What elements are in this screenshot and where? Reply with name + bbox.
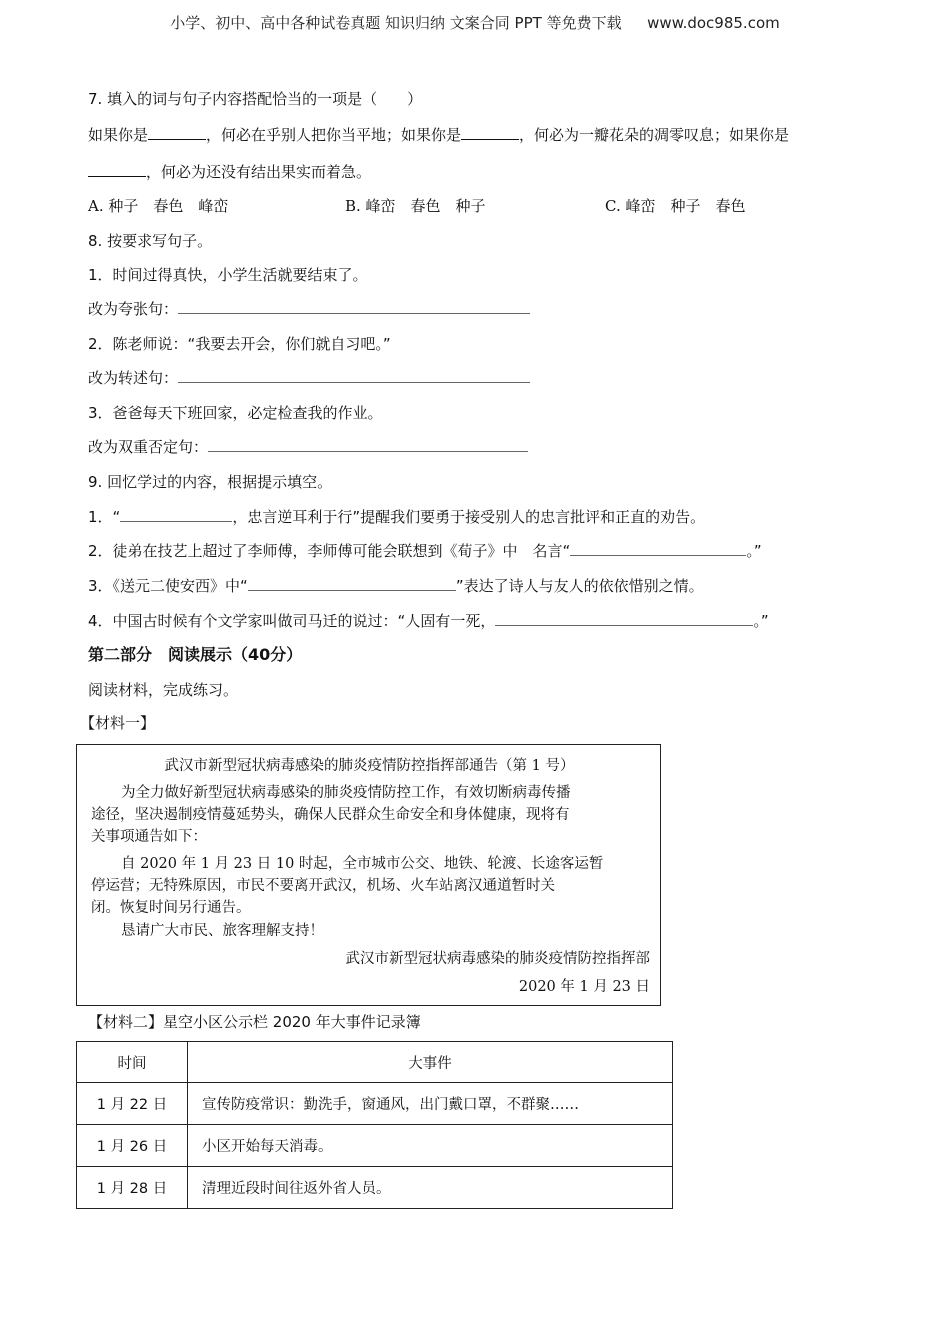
q8-item2-answer-line[interactable] bbox=[178, 368, 530, 383]
q9-stem: 9. 回忆学过的内容，根据提示填空。 bbox=[88, 473, 333, 491]
q8-item3-answer bbox=[88, 437, 528, 457]
q7-blank-3[interactable] bbox=[88, 161, 146, 177]
notice-p1-line2: 途径，坚决遏制疫情蔓延势头，确保人民群众生命安全和身体健康，现将有 bbox=[91, 807, 570, 823]
q9-item4-blank[interactable] bbox=[495, 611, 753, 626]
table-cell-event: 宣传防疫常识：勤洗手，窗通风，出门戴口罩，不群聚…… bbox=[188, 1083, 673, 1125]
q9-item2-blank[interactable] bbox=[570, 541, 746, 556]
q9-item4-a: 4．中国古时候有个文学家叫做司马迁的说过：“人固有一死， bbox=[88, 612, 496, 630]
q8-item3-prompt: 改为双重否定句： bbox=[88, 438, 209, 456]
q8-item3-sentence: 3．爸爸每天下班回家，必定检查我的作业。 bbox=[88, 404, 383, 422]
q8-item1-answer-line[interactable] bbox=[178, 299, 530, 314]
q7-line1-b: ，何必在乎别人把你当平地；如果你是 bbox=[206, 126, 462, 144]
table-row bbox=[77, 1167, 673, 1209]
q7-option-b[interactable]: B. 峰峦 春色 种子 bbox=[345, 197, 486, 215]
q8-item2-prompt: 改为转述句： bbox=[88, 369, 179, 387]
table-cell-time: 1 月 26 日 bbox=[77, 1125, 188, 1167]
q7-blank-1[interactable] bbox=[148, 124, 206, 140]
q9-item3-a: 3．《送元二使安西》中“ bbox=[88, 577, 248, 595]
q7-option-a[interactable]: A. 种子 春色 峰峦 bbox=[88, 197, 229, 215]
part2-instruction: 阅读材料，完成练习。 bbox=[88, 681, 239, 699]
q7-blank-2[interactable] bbox=[461, 124, 519, 140]
notice-p2-line3: 闭。恢复时间另行通告。 bbox=[91, 900, 251, 916]
material2-label: 【材料二】星空小区公示栏 2020 年大事件记录簿 bbox=[88, 1013, 421, 1031]
table-cell-time: 1 月 22 日 bbox=[77, 1083, 188, 1125]
part2-title: 第二部分 阅读展示（40分） bbox=[88, 645, 303, 664]
q9-item4-b: 。” bbox=[753, 612, 769, 630]
notice-box bbox=[76, 744, 661, 1006]
events-table bbox=[76, 1041, 673, 1209]
page-header bbox=[0, 12, 950, 33]
table-cell-event: 小区开始每天消毒。 bbox=[188, 1125, 673, 1167]
notice-p1-line3: 关事项通告如下： bbox=[91, 829, 207, 845]
notice-p1-line1: 为全力做好新型冠状病毒感染的肺炎疫情防控工作，有效切断病毒传播 bbox=[121, 785, 571, 801]
q8-item1-answer bbox=[88, 299, 530, 319]
q8-stem: 8. 按要求写句子。 bbox=[88, 232, 213, 250]
material1-label: 【材料一】 bbox=[80, 714, 156, 732]
notice-p2-line1: 自 2020 年 1 月 23 日 10 时起，全市城市公交、地铁、轮渡、长途客运暂 bbox=[121, 856, 604, 872]
q9-item2-a: 2．徒弟在技艺上超过了李师傅，李师傅可能会联想到《荀子》中 名言“ bbox=[88, 542, 571, 560]
q7-line1-a: 如果你是 bbox=[88, 126, 149, 144]
notice-p2-line2: 停运营；无特殊原因，市民不要离开武汉，机场、火车站离汉通道暂时关 bbox=[91, 878, 555, 894]
table-row bbox=[77, 1125, 673, 1167]
header-text: 小学、初中、高中各种试卷真题 知识归纳 文案合同 PPT 等免费下载 bbox=[170, 14, 622, 32]
q9-item3-blank[interactable] bbox=[248, 576, 456, 591]
notice-signature: 武汉市新型冠状病毒感染的肺炎疫情防控指挥部 bbox=[345, 951, 650, 967]
notice-title: 武汉市新型冠状病毒感染的肺炎疫情防控指挥部通告（第 1 号） bbox=[164, 758, 575, 774]
table-cell-event: 清理近段时间往返外省人员。 bbox=[188, 1167, 673, 1209]
notice-p3: 恳请广大市民、旅客理解支持！ bbox=[121, 923, 324, 939]
q9-item3-b: ”表达了诗人与友人的依依惜别之情。 bbox=[455, 577, 704, 595]
q7-line2 bbox=[88, 161, 371, 182]
q7-line1-c: ，何必为一瓣花朵的凋零叹息；如果你是 bbox=[519, 126, 790, 144]
q7-line1 bbox=[88, 124, 789, 145]
q7-line2-text: ，何必为还没有结出果实而着急。 bbox=[146, 163, 372, 181]
q8-item1-sentence: 1．时间过得真快，小学生活就要结束了。 bbox=[88, 266, 368, 284]
q9-item1-b: ，忠言逆耳利于行”提醒我们要勇于接受别人的忠言批评和正直的劝告。 bbox=[232, 508, 706, 526]
q8-item1-prompt: 改为夸张句： bbox=[88, 300, 179, 318]
notice-date: 2020 年 1 月 23 日 bbox=[518, 979, 650, 995]
q9-item2 bbox=[88, 541, 762, 561]
q9-item1 bbox=[88, 507, 705, 527]
q9-item1-a: 1．“ bbox=[88, 508, 121, 526]
q9-item4 bbox=[88, 611, 769, 631]
q9-item3 bbox=[88, 576, 704, 596]
q8-item3-answer-line[interactable] bbox=[208, 437, 528, 452]
q8-item2-answer bbox=[88, 368, 530, 388]
q9-item2-b: 。” bbox=[746, 542, 762, 560]
table-cell-time: 1 月 28 日 bbox=[77, 1167, 188, 1209]
table-header-event: 大事件 bbox=[188, 1042, 673, 1083]
table-header-time: 时间 bbox=[77, 1042, 188, 1083]
q9-item1-blank[interactable] bbox=[120, 507, 232, 522]
q7-option-c[interactable]: C. 峰峦 种子 春色 bbox=[605, 197, 746, 215]
header-site: www.doc985.com bbox=[647, 14, 780, 32]
table-header-row bbox=[77, 1042, 673, 1083]
table-row bbox=[77, 1083, 673, 1125]
q7-stem: 7. 填入的词与句子内容搭配恰当的一项是（ ） bbox=[88, 90, 423, 108]
q8-item2-sentence: 2．陈老师说：“我要去开会，你们就自习吧。” bbox=[88, 335, 391, 353]
